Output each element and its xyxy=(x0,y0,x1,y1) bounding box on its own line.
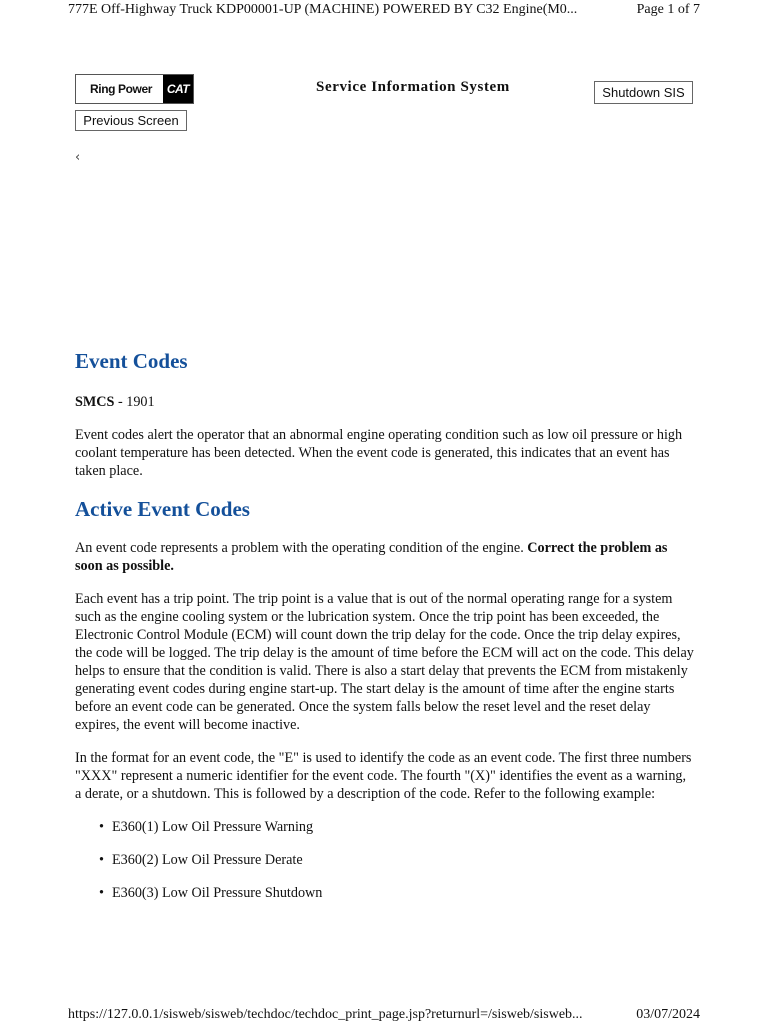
dealer-logo-text: Ring Power xyxy=(90,82,153,96)
section-title: Active Event Codes xyxy=(75,497,250,521)
paragraph-1 xyxy=(75,539,695,575)
back-arrow-icon[interactable]: ‹ xyxy=(75,150,81,165)
page-title: Event Codes xyxy=(75,349,188,373)
paragraph-2: Each event has a trip point. The trip point is a value that is out of the normal operating range for a system such as the engine cooling system or the lubrication system. Once the trip point has been exceeded, the Electronic Control Module (ECM) will count down the trip delay for the code. Once the trip delay expires, the code will be logged. The trip delay is the amount of time before the ECM will act on the code. This delay helps to ensure that the condition is valid. There is also a start delay that prevents the ECM from mistakenly generating event codes during engine start-up. The start delay is the amount of time after the engine starts before an event code can be generated. Once the system falls below the reset level and the reset delay expires, the event will become inactive. xyxy=(75,591,694,733)
page-number: Page 1 of 7 xyxy=(636,2,700,17)
print-header-title: 777E Off-Highway Truck KDP00001-UP (MACHINE) POWERED BY C32 Engine(M0... xyxy=(68,2,578,17)
document-content xyxy=(75,347,695,917)
list-item: • E360(3) Low Oil Pressure Shutdown xyxy=(99,884,695,902)
list-item: • E360(2) Low Oil Pressure Derate xyxy=(99,851,695,869)
paragraph-1-emphasis: Correct the problem as soon as possible. xyxy=(75,540,668,574)
smcs-line xyxy=(75,393,695,411)
smcs-label: SMCS xyxy=(75,394,115,410)
print-header xyxy=(68,2,700,18)
page-url: https://127.0.0.1/sisweb/sisweb/techdoc/techdoc_print_page.jsp?returnurl=/sisweb/sisweb... xyxy=(68,1007,583,1022)
ring-power-cat-logo xyxy=(75,74,194,104)
intro-paragraph: Event codes alert the operator that an abnormal engine operating condition such as low oil pressure or high coolant temperature has been detected. When the event code is generated, this indicates that an event has taken place. xyxy=(75,427,683,479)
shutdown-sis-button[interactable]: Shutdown SIS xyxy=(594,81,693,104)
example-list xyxy=(75,818,695,902)
paragraph-3: In the format for an event code, the "E" is used to identify the code as an event code. The first three numbers "XXX" represent a numeric identifier for the event code. The fourth "(X)" identifies the event as a warning, a derate, or a shutdown. This is followed by a description of the code. Refer to the following example: xyxy=(75,750,692,802)
cat-logo-icon: CAT xyxy=(163,75,193,103)
print-footer xyxy=(68,1007,700,1023)
print-date: 03/07/2024 xyxy=(636,1007,700,1022)
smcs-value: - 1901 xyxy=(114,394,155,410)
paragraph-1-text: An event code represents a problem with the operating condition of the engine. xyxy=(75,540,528,556)
sis-title: Service Information System xyxy=(316,79,510,95)
previous-screen-button[interactable]: Previous Screen xyxy=(75,110,187,131)
list-item: • E360(1) Low Oil Pressure Warning xyxy=(99,818,695,836)
